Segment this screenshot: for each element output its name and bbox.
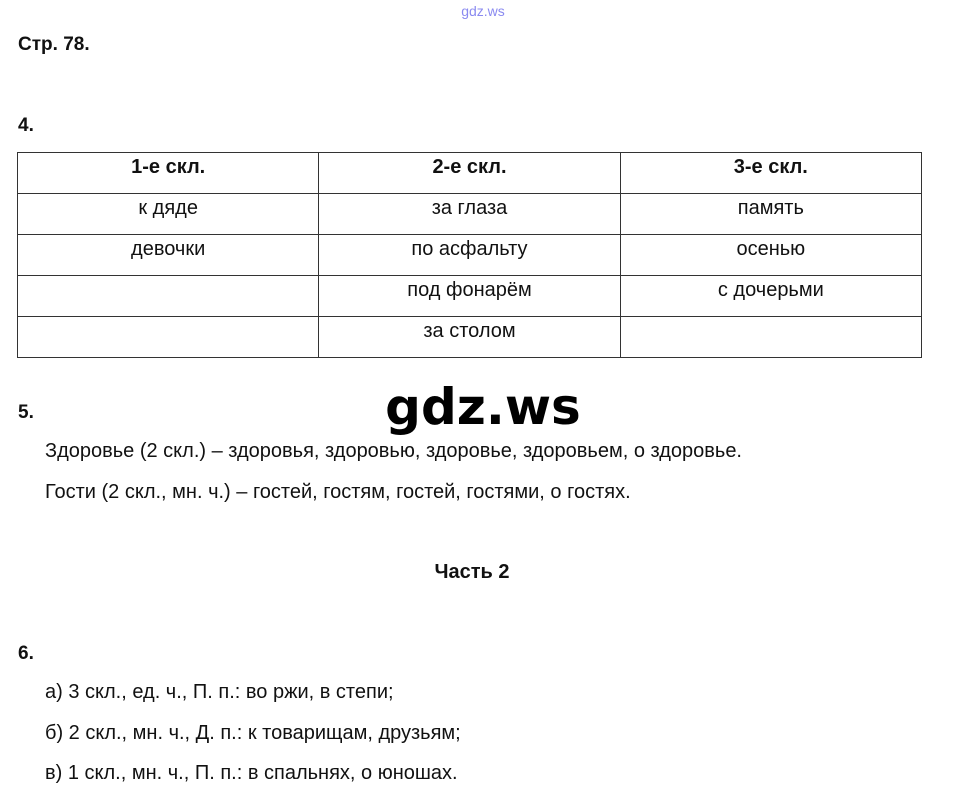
- task-5-number: 5.: [18, 402, 34, 423]
- table-header-cell: 2-е скл.: [319, 153, 620, 194]
- task-4-number: 4.: [18, 115, 34, 136]
- task-6-number: 6.: [18, 643, 34, 664]
- table-cell: девочки: [18, 235, 319, 276]
- task-6-item: а) 3 скл., ед. ч., П. п.: во ржи, в степи;: [45, 681, 394, 703]
- table-cell: память: [620, 194, 921, 235]
- watermark-top: gdz.ws: [461, 3, 505, 19]
- table-cell: за столом: [319, 317, 620, 358]
- table-cell: по асфальту: [319, 235, 620, 276]
- table-header-row: [18, 153, 922, 194]
- task-5-line: Гости (2 скл., мн. ч.) – гостей, гостям, гостей, гостями, о гостях.: [45, 481, 631, 503]
- table-row: [18, 317, 922, 358]
- table-cell: за глаза: [319, 194, 620, 235]
- table-cell: к дяде: [18, 194, 319, 235]
- table-cell: с дочерьми: [620, 276, 921, 317]
- table-cell: [18, 317, 319, 358]
- task-5-line: Здоровье (2 скл.) – здоровья, здоровью, здоровье, здоровьем, о здоровье.: [45, 440, 742, 462]
- task-6-item: в) 1 скл., мн. ч., П. п.: в спальнях, о юношах.: [45, 762, 458, 784]
- table-cell: [620, 317, 921, 358]
- table-header-cell: 3-е скл.: [620, 153, 921, 194]
- table-cell: [18, 276, 319, 317]
- part-heading: Часть 2: [434, 561, 510, 583]
- task-6-item: б) 2 скл., мн. ч., Д. п.: к товарищам, друзьям;: [45, 722, 461, 744]
- watermark-center: gdz.ws: [385, 378, 581, 436]
- table-header-cell: 1-е скл.: [18, 153, 319, 194]
- page-label: Стр. 78.: [18, 34, 90, 55]
- table-row: [18, 194, 922, 235]
- table-cell: осенью: [620, 235, 921, 276]
- table-cell: под фонарём: [319, 276, 620, 317]
- table-row: [18, 235, 922, 276]
- table-row: [18, 276, 922, 317]
- declension-table: [17, 152, 922, 358]
